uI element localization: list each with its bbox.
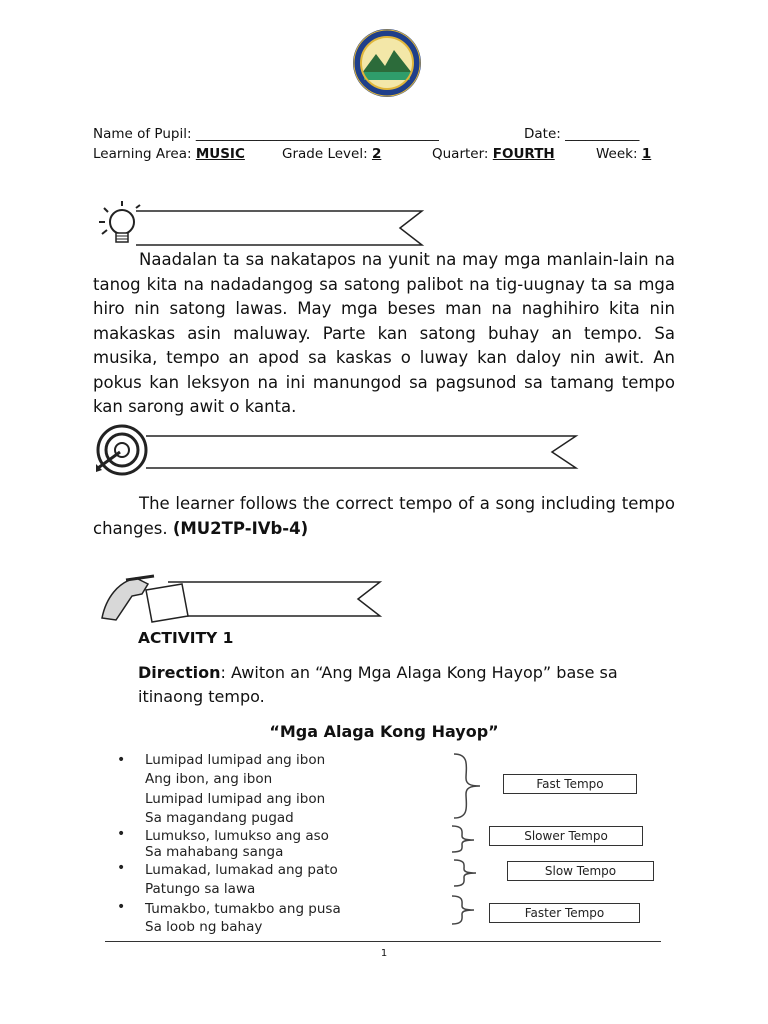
learning-area-label: Learning Area: (93, 146, 192, 162)
date-label: Date: (524, 126, 561, 142)
target-banner (90, 424, 584, 476)
activity-direction: Direction: Awiton an “Ang Mga Alaga Kong Hayop” base sa itinaong tempo. (138, 663, 618, 706)
lyric-line: Lumukso, lumukso ang aso (145, 828, 329, 844)
week-label: Week: (596, 146, 638, 162)
tempo-box-slower: Slower Tempo (489, 826, 643, 846)
lyric-line: Lumakad, lumakad ang pato (145, 862, 338, 878)
bullet: • (117, 899, 126, 915)
footer-divider (105, 941, 661, 942)
tempo-box-faster: Faster Tempo (489, 903, 640, 923)
bullet: • (117, 860, 126, 876)
brace-faster (452, 896, 474, 924)
target-icon (96, 426, 146, 474)
tempo-box-slow: Slow Tempo (507, 861, 654, 881)
brace-slow (454, 860, 476, 886)
braces-group (440, 748, 490, 940)
quarter-value: FOURTH (492, 146, 555, 162)
name-label: Name of Pupil: (93, 126, 192, 142)
song-title: “Mga Alaga Kong Hayop” (269, 722, 499, 741)
bullet: • (117, 752, 126, 768)
brace-fast (454, 754, 480, 818)
week-value: 1 (641, 146, 652, 162)
hand-banner (96, 570, 392, 626)
name-blank: ____________________________________ (195, 126, 439, 142)
competency-code: (MU2TP-IVb-4) (172, 518, 309, 538)
activity-title: ACTIVITY 1 (138, 629, 234, 647)
objective-paragraph: The learner follows the correct tempo of a song including tempo changes. (MU2TP-IVb-4) (93, 494, 675, 538)
lyric-line: Sa magandang pugad (145, 810, 294, 826)
learning-area-value: MUSIC (195, 146, 245, 162)
grade-level-label: Grade Level: (282, 146, 368, 162)
lyric-line: Lumipad lumipad ang ibon (145, 791, 326, 807)
brace-slower (452, 826, 474, 852)
deped-seal-logo (352, 28, 422, 98)
bullet: • (117, 826, 126, 842)
grade-level-value: 2 (371, 146, 382, 162)
hand-writing-icon (102, 576, 188, 622)
lyric-line: Sa loob ng bahay (145, 919, 263, 935)
page-number: 1 (380, 948, 388, 959)
lyric-line: Patungo sa lawa (145, 881, 256, 897)
tempo-box-fast: Fast Tempo (503, 774, 637, 794)
lightbulb-icon (99, 201, 140, 242)
lyric-line: Sa mahabang sanga (145, 844, 284, 860)
lyric-line: Lumipad lumipad ang ibon (145, 752, 326, 768)
lyric-line: Tumakbo, tumakbo ang pusa (145, 901, 341, 917)
lyric-line: Ang ibon, ang ibon (145, 771, 273, 787)
date-blank: ___________ (565, 126, 640, 142)
intro-paragraph: Naadalan ta sa nakatapos na yunit na may mga manlain-lain na tanog kita na nadadangog sa satong palibot na tig-uugnay ta sa mga hiro nin satong lawas. May mga beses man na naghihiro kita nin makaskas asin maluway. Parte kan satong buhay an tempo. Sa musika, tempo an apod sa kaskas o luway kan daloy nin awit. An pokus kan leksyon na ini manungod sa pagsunod sa tamang tempo kan sarong awit o kanta. (93, 250, 675, 416)
quarter-label: Quarter: (432, 146, 489, 162)
